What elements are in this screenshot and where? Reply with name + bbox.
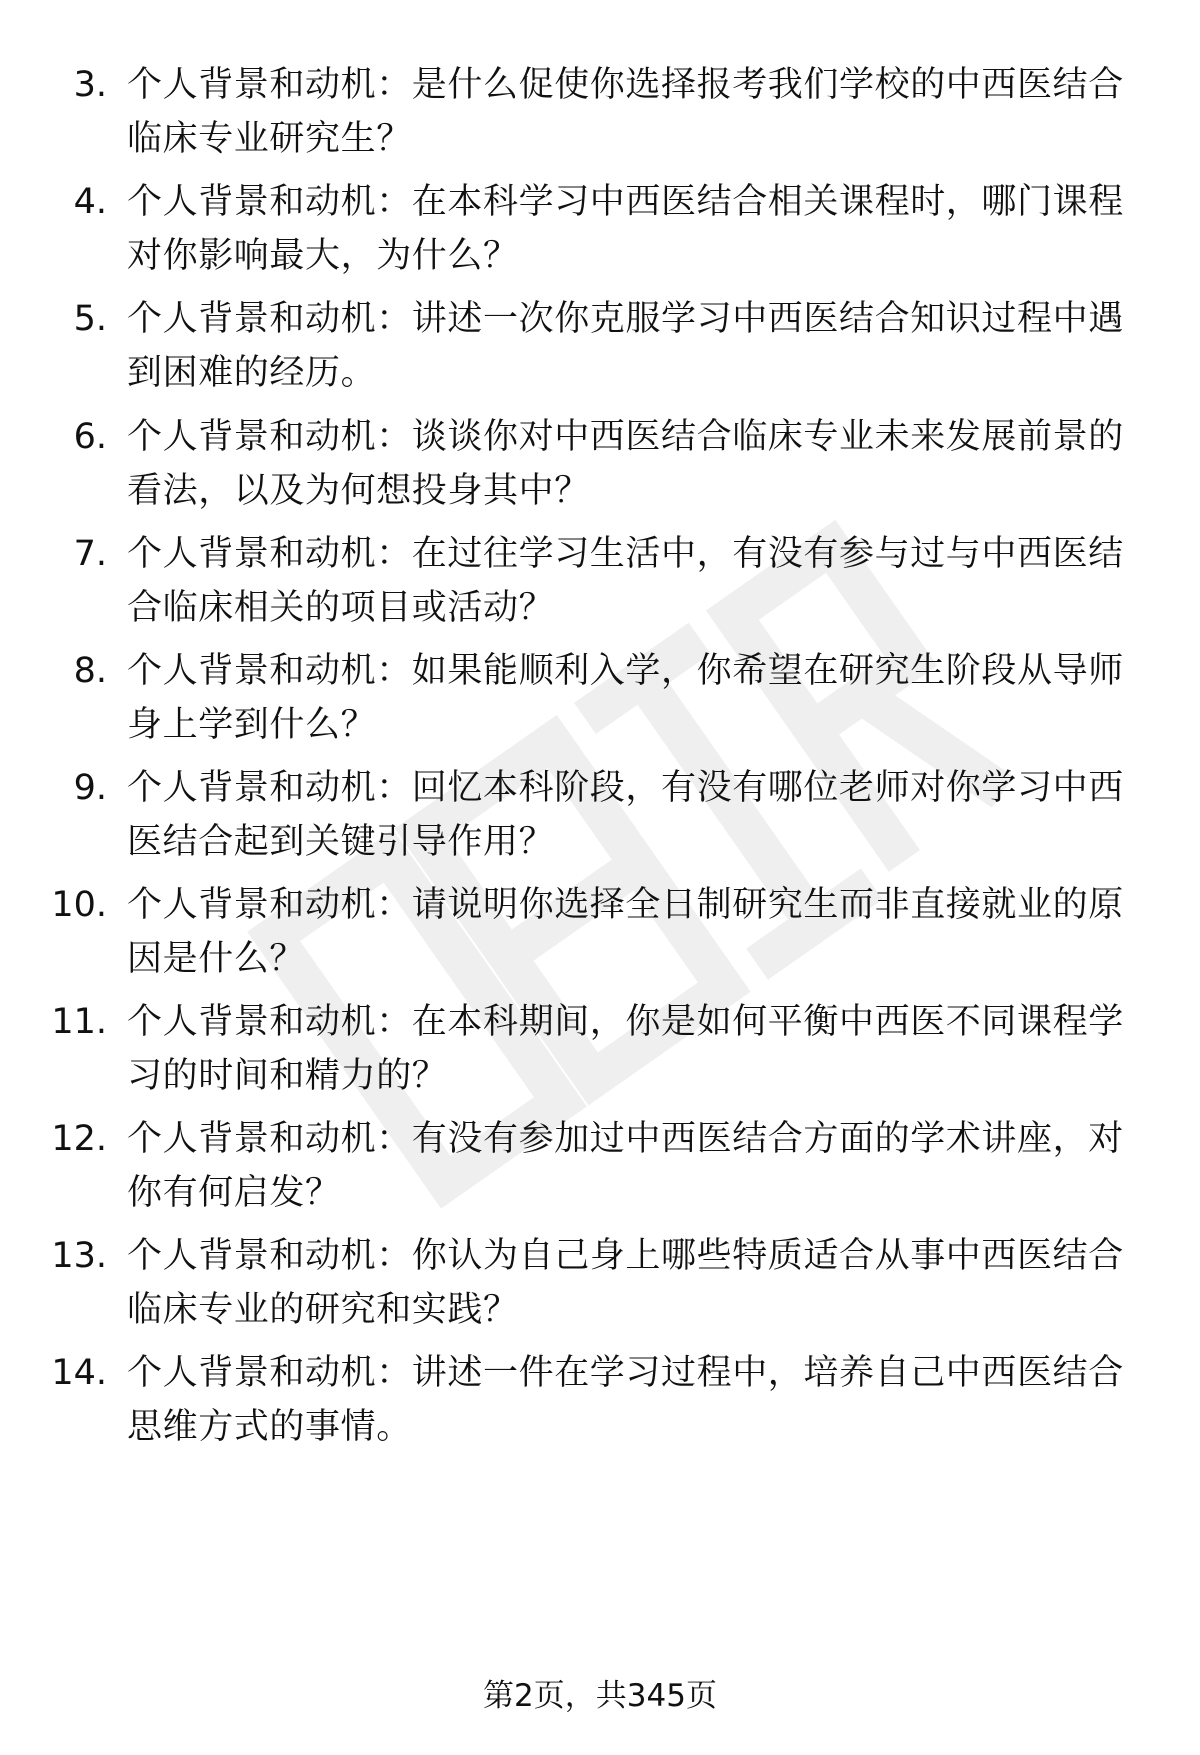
question-text: 个人背景和动机：如果能顺利入学，你希望在研究生阶段从导师身上学到什么？ (127, 651, 1124, 745)
question-text: 个人背景和动机：你认为自己身上哪些特质适合从事中西医结合临床专业的研究和实践？ (127, 1236, 1124, 1330)
question-number: 4. (73, 182, 107, 222)
question-item (0, 1346, 1200, 1456)
question-item (0, 878, 1200, 988)
question-item (0, 175, 1200, 285)
question-number: 5. (73, 299, 107, 339)
question-item (0, 527, 1200, 637)
question-item (0, 58, 1200, 168)
question-item (0, 292, 1200, 402)
question-item (0, 1112, 1200, 1222)
question-number: 6. (73, 417, 107, 457)
question-text: 个人背景和动机：在本科学习中西医结合相关课程时，哪门课程对你影响最大，为什么？ (127, 182, 1124, 276)
question-text: 个人背景和动机：谈谈你对中西医结合临床专业未来发展前景的看法，以及为何想投身其中？ (127, 417, 1124, 511)
question-text: 个人背景和动机：在过往学习生活中，有没有参与过与中西医结合临床相关的项目或活动？ (127, 534, 1124, 628)
page-footer: 第2页，共345页 (483, 1678, 717, 1714)
question-text: 个人背景和动机：在本科期间，你是如何平衡中西医不同课程学习的时间和精力的？ (127, 1002, 1124, 1096)
question-text: 个人背景和动机：讲述一件在学习过程中，培养自己中西医结合思维方式的事情。 (127, 1353, 1124, 1447)
question-text: 个人背景和动机：是什么促使你选择报考我们学校的中西医结合临床专业研究生？ (127, 65, 1124, 159)
question-text: 个人背景和动机：讲述一次你克服学习中西医结合知识过程中遇到困难的经历。 (127, 299, 1124, 393)
question-number: 11. (51, 1002, 107, 1042)
question-number: 13. (51, 1236, 107, 1276)
question-number: 14. (51, 1353, 107, 1393)
question-item (0, 995, 1200, 1105)
question-text: 个人背景和动机：请说明你选择全日制研究生而非直接就业的原因是什么？ (127, 885, 1124, 979)
question-number: 10. (51, 885, 107, 925)
question-text: 个人背景和动机：回忆本科阶段，有没有哪位老师对你学习中西医结合起到关键引导作用？ (127, 768, 1124, 862)
question-item (0, 410, 1200, 520)
question-number: 12. (51, 1119, 107, 1159)
question-number: 8. (73, 651, 107, 691)
question-number: 3. (73, 65, 107, 105)
question-item (0, 761, 1200, 871)
question-item (0, 644, 1200, 754)
question-number: 9. (73, 768, 107, 808)
question-item (0, 1229, 1200, 1339)
question-number: 7. (73, 534, 107, 574)
question-text: 个人背景和动机：有没有参加过中西医结合方面的学术讲座，对你有何启发？ (127, 1119, 1124, 1213)
